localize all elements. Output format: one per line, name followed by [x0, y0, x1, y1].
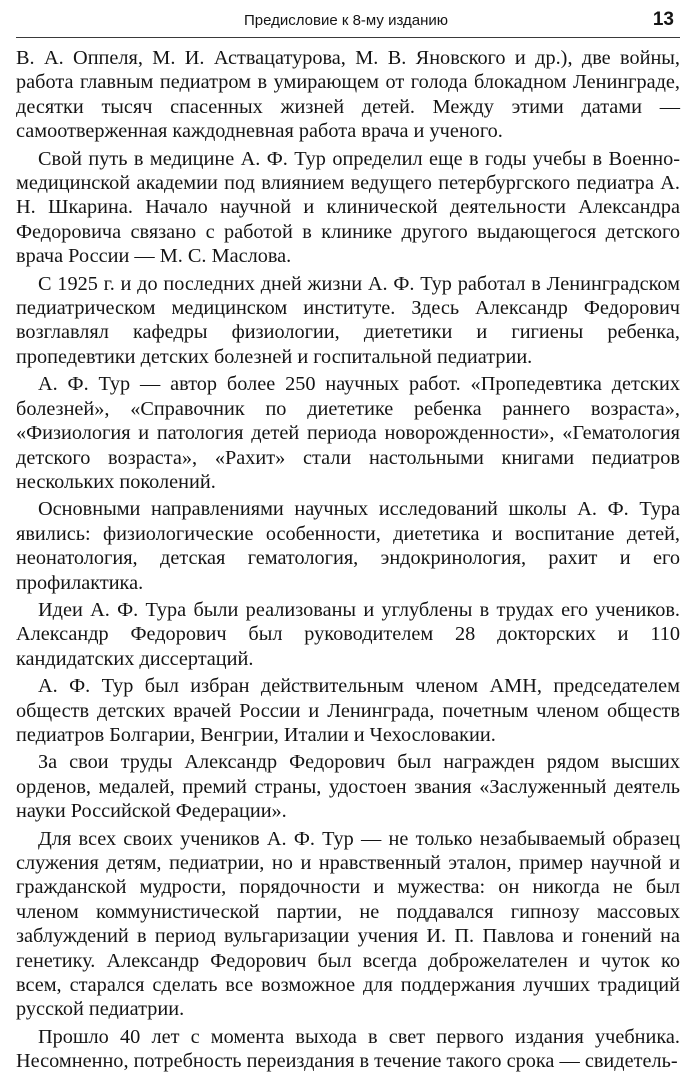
- page-number: 13: [652, 9, 674, 30]
- paragraph: Для всех своих учеников А. Ф. Тур — не только незабываемый образец служения детям, педиатрии, но и нравственный эталон, пример научной и гражданской мудрости, порядочности и мужества: он никогда не был членом коммунистической партии, не поддавался гипнозу массовых заблуждений в период вульгаризации учения И. П. Павлова и гонений на генетику. Александр Федорович был всегда доброжелателен и чуток ко всем, старался сделать все возможное для поддержания лучших традиций русской педиатрии.: [16, 827, 680, 1021]
- paragraph: А. Ф. Тур — автор более 250 научных работ. «Пропедевтика детских болезней», «Справочник по диететике ребенка раннего возраста», «Физиология и патология детей периода новорожденности», «Гематология детского возраста», «Рахит» стали настольными книгами педиатров нескольких поколений.: [16, 373, 680, 493]
- running-header: [0, 8, 692, 36]
- paragraph: В. А. Оппеля, М. И. Аствацатурова, М. В. Яновского и др.), две войны, работа главным педиатром в умирающем от голода блокадном Ленинграде, десятки тысяч спасенных жизней детей. Между этими датами — самоотверженная каждодневная работа врача и ученого.: [16, 47, 680, 143]
- paragraph: Прошло 40 лет с момента выхода в свет первого издания учебника. Несомненно, потребность переиздания в течение такого срока — свидетель-: [16, 1025, 680, 1073]
- paragraph: А. Ф. Тур был избран действительным членом АМН, председателем обществ детских врачей России и Ленинграда, почетным членом обществ педиатров Болгарии, Венгрии, Италии и Чехословакии.: [16, 675, 680, 746]
- paragraph: Основными направлениями научных исследований школы А. Ф. Тура явились: физиологические особенности, диететика и воспитание детей, неонатология, детская гематология, эндокринология, рахит и его профилактика.: [16, 498, 680, 594]
- paragraph: Свой путь в медицине А. Ф. Тур определил еще в годы учебы в Военно-медицинской академии под влиянием ведущего петербургского педиатра А. Н. Шкарина. Начало научной и клинической деятельности Александра Федоровича связано с работой в клинике другого выдающегося детского врача России — М. С. Маслова.: [16, 147, 680, 268]
- running-title: Предисловие к 8-му изданию: [243, 12, 449, 29]
- body-text: [16, 46, 680, 1077]
- paragraph: С 1925 г. и до последних дней жизни А. Ф. Тур работал в Ленинградском педиатрическом медицинском институте. Здесь Александр Федорович возглавлял кафедры физиологии, диететики и гигиены ребенка, пропедевтики детских болезней и госпитальной педиатрии.: [16, 272, 680, 368]
- header-rule: [16, 37, 680, 38]
- paragraph: За свои труды Александр Федорович был награжден рядом высших орденов, медалей, премий страны, удостоен звания «Заслуженный деятель науки Российской Федерации».: [16, 751, 680, 823]
- paragraph: Идеи А. Ф. Тура были реализованы и углублены в трудах его учеников. Александр Федорович был руководителем 28 докторских и 110 кандидатских диссертаций.: [16, 598, 680, 670]
